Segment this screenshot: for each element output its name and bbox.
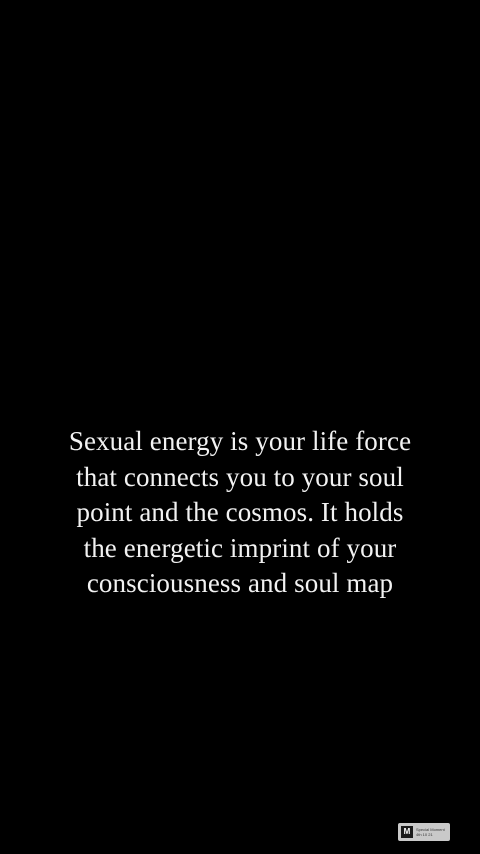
quote-line-2: that connects you to your soul [76,461,404,492]
watermark-line-1: Special Moment [416,827,445,832]
watermark-line-2: 4th 10 21 [416,832,433,837]
quote-line-1: Sexual energy is your life force [68,426,412,456]
quote-line-5: consciousness and soul map [86,568,394,598]
quote-line-3: point and the cosmos. It holds [76,497,404,527]
quote-text [20,424,460,602]
watermark-text [416,827,445,837]
watermark-logo-icon: M [401,826,413,838]
quote-line-4: the energetic imprint of your [83,532,397,563]
app-watermark [398,823,450,841]
